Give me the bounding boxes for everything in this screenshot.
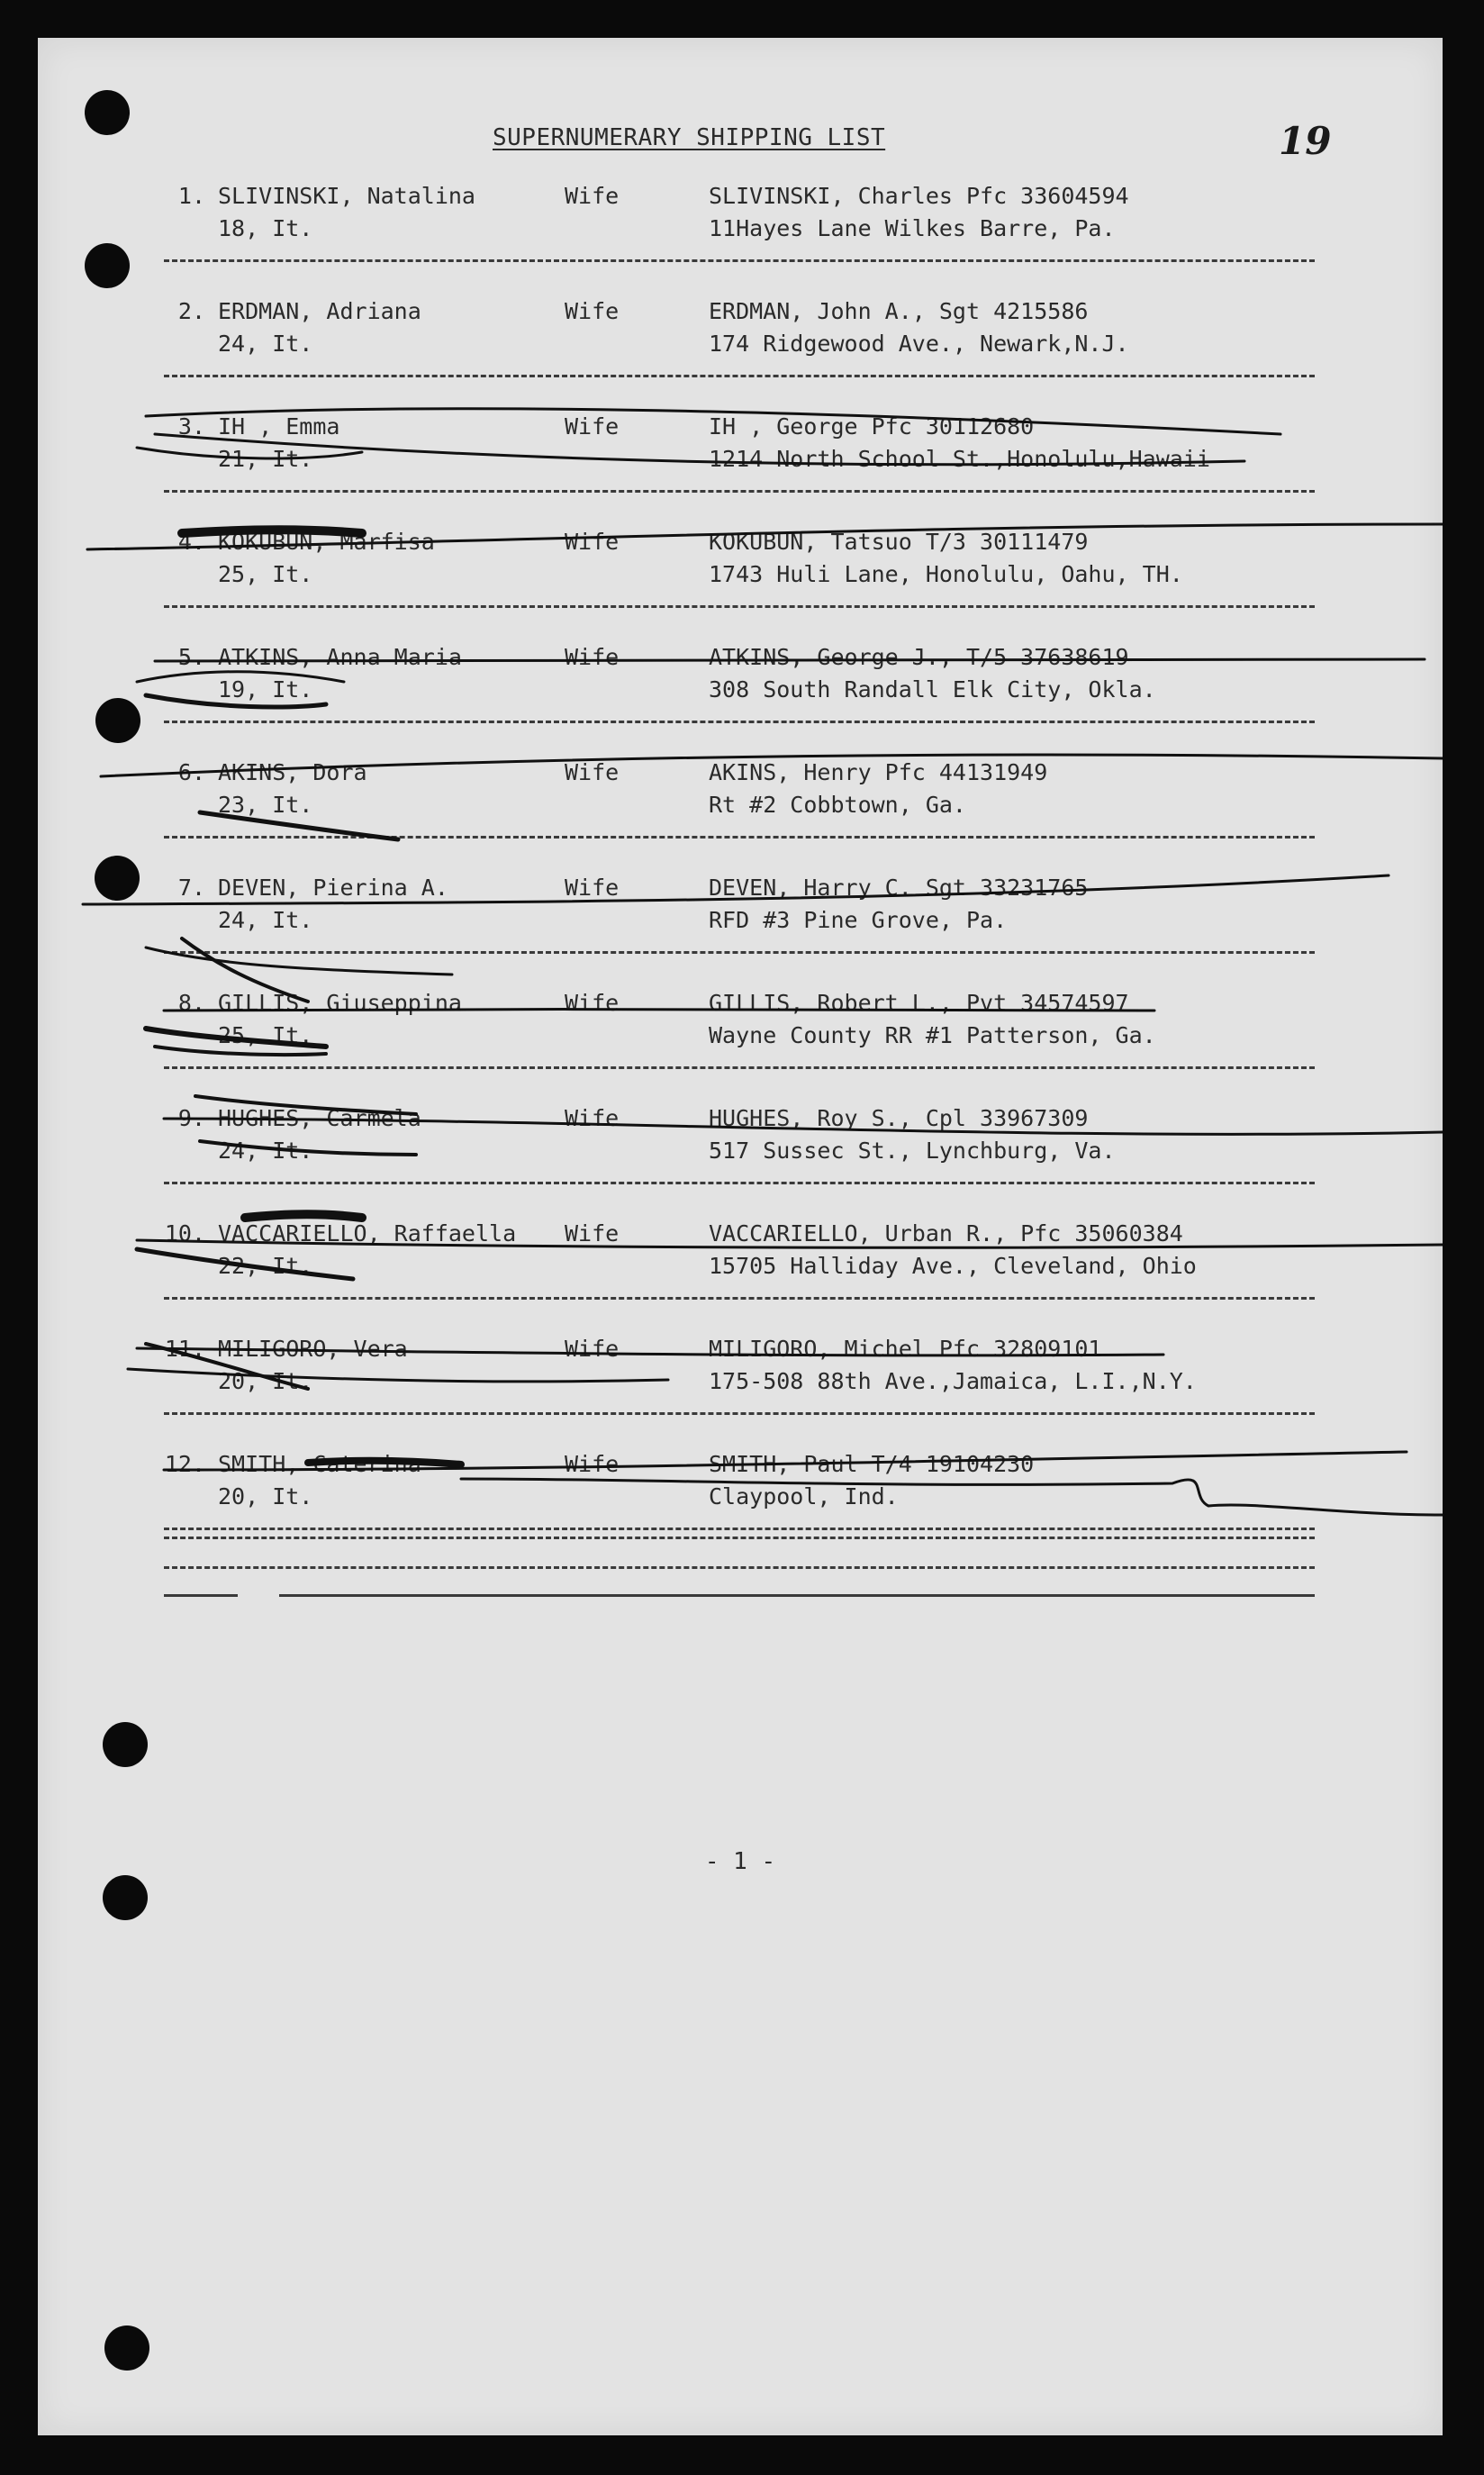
sponsor-name-rank-serial: AKINS, Henry Pfc 44131949 [709, 759, 1048, 785]
list-entry [38, 987, 1443, 1102]
relationship: Wife [565, 759, 620, 785]
passenger-name: AKINS, Dora [218, 759, 367, 785]
document-page [38, 38, 1443, 2435]
relationship: Wife [565, 413, 620, 440]
entry-number: 1. [177, 183, 205, 209]
row-separator [164, 1412, 1315, 1415]
passenger-age-nationality: 24, It. [218, 907, 313, 933]
document-title: SUPERNUMERARY SHIPPING LIST [493, 124, 886, 151]
passenger-name: GILLIS, Giuseppina [218, 990, 462, 1016]
sponsor-name-rank-serial: IH , George Pfc 30112680 [709, 413, 1035, 440]
passenger-name: VACCARIELLO, Raffaella [218, 1220, 517, 1247]
passenger-name: ATKINS, Anna Maria [218, 644, 462, 670]
sponsor-name-rank-serial: MILIGORO, Michel Pfc 32809101 [709, 1336, 1102, 1362]
relationship: Wife [565, 644, 620, 670]
entry-number: 5. [177, 644, 205, 670]
relationship: Wife [565, 183, 620, 209]
sponsor-address: 11Hayes Lane Wilkes Barre, Pa. [709, 215, 1116, 241]
passenger-age-nationality: 24, It. [218, 1138, 313, 1164]
relationship: Wife [565, 1105, 620, 1131]
entry-number: 12. [164, 1451, 205, 1477]
sponsor-address: 1214 North School St.,Honolulu,Hawaii [709, 446, 1210, 472]
sponsor-address: 1743 Huli Lane, Honolulu, Oahu, TH. [709, 561, 1183, 587]
passenger-age-nationality: 20, It. [218, 1368, 313, 1394]
sponsor-name-rank-serial: ATKINS, George J., T/5 37638619 [709, 644, 1129, 670]
punch-hole [104, 2325, 149, 2371]
punch-hole [103, 1875, 148, 1920]
list-entry [38, 1102, 1443, 1218]
sponsor-name-rank-serial: KOKUBUN, Tatsuo T/3 30111479 [709, 529, 1089, 555]
passenger-name: SLIVINSKI, Natalina [218, 183, 475, 209]
passenger-age-nationality: 19, It. [218, 676, 313, 703]
punch-hole [103, 1722, 148, 1767]
sponsor-name-rank-serial: SLIVINSKI, Charles Pfc 33604594 [709, 183, 1129, 209]
sponsor-address: 15705 Halliday Ave., Cleveland, Ohio [709, 1253, 1197, 1279]
row-separator [164, 951, 1315, 954]
row-separator [164, 1528, 1315, 1530]
list-entry [38, 757, 1443, 872]
closing-dash-line [164, 1566, 1315, 1569]
entry-number: 9. [177, 1105, 205, 1131]
passenger-age-nationality: 22, It. [218, 1253, 313, 1279]
passenger-name: KOKUBUN, Marfisa [218, 529, 435, 555]
entry-number: 7. [177, 875, 205, 901]
relationship: Wife [565, 875, 620, 901]
relationship: Wife [565, 298, 620, 324]
sponsor-address: 308 South Randall Elk City, Okla. [709, 676, 1156, 703]
passenger-name: MILIGORO, Vera [218, 1336, 408, 1362]
list-entry [38, 526, 1443, 641]
passenger-name: ERDMAN, Adriana [218, 298, 421, 324]
sponsor-address: 174 Ridgewood Ave., Newark,N.J. [709, 331, 1129, 357]
passenger-name: HUGHES, Carmela [218, 1105, 421, 1131]
passenger-age-nationality: 24, It. [218, 331, 313, 357]
list-entry [38, 872, 1443, 987]
passenger-age-nationality: 25, It. [218, 561, 313, 587]
passenger-age-nationality: 25, It. [218, 1022, 313, 1048]
sponsor-name-rank-serial: DEVEN, Harry C. Sgt 33231765 [709, 875, 1089, 901]
list-entry [38, 411, 1443, 526]
sponsor-name-rank-serial: ERDMAN, John A., Sgt 4215586 [709, 298, 1089, 324]
row-separator [164, 490, 1315, 493]
passenger-name: IH , Emma [218, 413, 340, 440]
footer-page-number: - 1 - [704, 1848, 776, 1875]
handwritten-page-number: 19 [1279, 119, 1332, 163]
passenger-name: DEVEN, Pierina A. [218, 875, 448, 901]
row-separator [164, 1066, 1315, 1069]
row-separator [164, 1182, 1315, 1184]
passenger-age-nationality: 20, It. [218, 1483, 313, 1509]
sponsor-address: 517 Sussec St., Lynchburg, Va. [709, 1138, 1116, 1164]
punch-hole [85, 90, 130, 135]
row-separator [164, 1297, 1315, 1300]
sponsor-name-rank-serial: SMITH, Paul T/4 19104230 [709, 1451, 1035, 1477]
relationship: Wife [565, 990, 620, 1016]
sponsor-address: Claypool, Ind. [709, 1483, 899, 1509]
sponsor-address: 175-508 88th Ave.,Jamaica, L.I.,N.Y. [709, 1368, 1197, 1394]
list-entry [38, 641, 1443, 757]
row-separator [164, 605, 1315, 608]
closing-dash-line [164, 1537, 1315, 1539]
sponsor-name-rank-serial: GILLIS, Robert L., Pvt 34574597 [709, 990, 1129, 1016]
passenger-age-nationality: 21, It. [218, 446, 313, 472]
list-entry [38, 180, 1443, 295]
entry-number: 10. [164, 1220, 205, 1247]
entry-number: 4. [177, 529, 205, 555]
sponsor-name-rank-serial: HUGHES, Roy S., Cpl 33967309 [709, 1105, 1089, 1131]
passenger-name: SMITH, Caterina [218, 1451, 421, 1477]
entry-number: 6. [177, 759, 205, 785]
sponsor-address: RFD #3 Pine Grove, Pa. [709, 907, 1008, 933]
list-entry [38, 295, 1443, 411]
entry-number: 2. [177, 298, 205, 324]
list-entry [38, 1448, 1443, 1564]
closing-solid-line [164, 1594, 238, 1597]
row-separator [164, 259, 1315, 262]
row-separator [164, 721, 1315, 723]
relationship: Wife [565, 529, 620, 555]
entry-number: 8. [177, 990, 205, 1016]
entry-number: 3. [177, 413, 205, 440]
sponsor-address: Rt #2 Cobbtown, Ga. [709, 792, 966, 818]
entry-number: 11. [164, 1336, 205, 1362]
closing-solid-line [279, 1594, 1315, 1597]
list-entry [38, 1218, 1443, 1333]
row-separator [164, 836, 1315, 839]
relationship: Wife [565, 1336, 620, 1362]
list-entry [38, 1333, 1443, 1448]
relationship: Wife [565, 1220, 620, 1247]
relationship: Wife [565, 1451, 620, 1477]
passenger-age-nationality: 18, It. [218, 215, 313, 241]
sponsor-name-rank-serial: VACCARIELLO, Urban R., Pfc 35060384 [709, 1220, 1183, 1247]
row-separator [164, 375, 1315, 377]
sponsor-address: Wayne County RR #1 Patterson, Ga. [709, 1022, 1156, 1048]
passenger-age-nationality: 23, It. [218, 792, 313, 818]
